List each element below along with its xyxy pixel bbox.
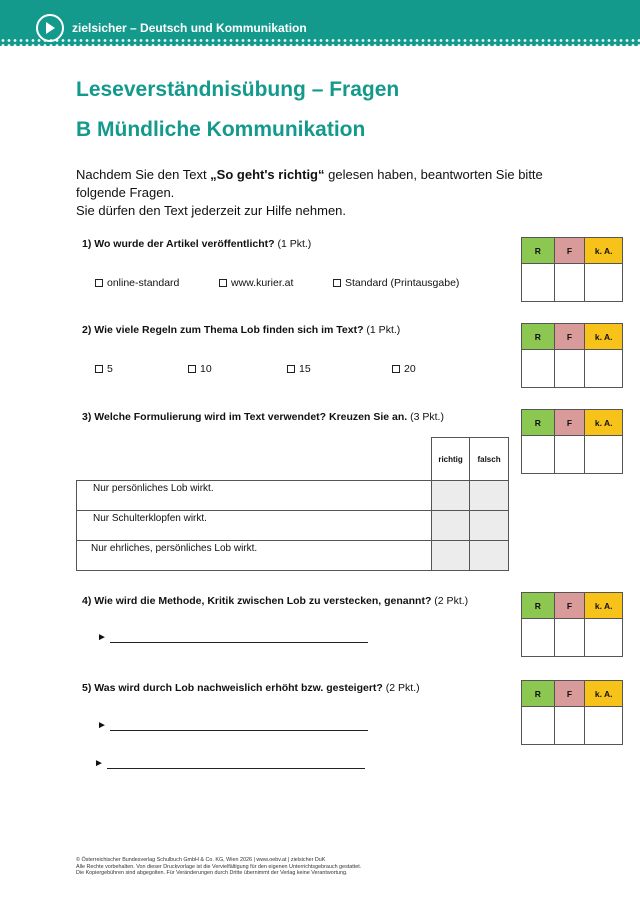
checkbox-icon[interactable] bbox=[95, 365, 103, 373]
answer-line-q4[interactable] bbox=[97, 632, 368, 643]
q1-option-1[interactable]: online-standard bbox=[95, 277, 179, 289]
table-row: Nur persönliches Lob wirkt. bbox=[77, 481, 509, 511]
header-dots bbox=[0, 38, 640, 48]
checkbox-icon[interactable] bbox=[219, 279, 227, 287]
true-false-table bbox=[76, 437, 509, 571]
footer-copyright: © Österreichischer Bundesverlag Schulbuch GmbH & Co. KG, Wien 2026 | www.oebv.at | zielsicher DuK Alle Rechte vorbehalten. Von dieser Druckvorlage ist die Vervielfältigung für den eigenen Unterrichtsgebrauch gestattet. Die Kopiergebühren sind abgegolten. Für Veränderungen durch Dritte übernimmt der Verlag keine Verantwortung. bbox=[76, 857, 362, 877]
arrow-bullet-icon: ► bbox=[97, 720, 107, 731]
answer-line-q5-1[interactable] bbox=[97, 720, 368, 731]
richtig-cell[interactable] bbox=[432, 511, 470, 541]
play-logo-icon bbox=[36, 14, 64, 42]
brand-name: zielsicher – Deutsch und Kommunikation bbox=[72, 21, 307, 35]
checkbox-icon[interactable] bbox=[333, 279, 341, 287]
grading-table-q1: R F k. A. bbox=[521, 237, 623, 302]
q2-option-1[interactable]: 5 bbox=[95, 363, 113, 375]
column-falsch: falsch bbox=[470, 438, 509, 481]
arrow-bullet-icon: ► bbox=[97, 632, 107, 643]
column-richtig: richtig bbox=[432, 438, 470, 481]
q2-option-4[interactable]: 20 bbox=[392, 363, 416, 375]
richtig-cell[interactable] bbox=[432, 541, 470, 571]
falsch-cell[interactable] bbox=[470, 511, 509, 541]
question-3: 3) Welche Formulierung wird im Text verwendet? Kreuzen Sie an. (3 Pkt.) bbox=[82, 411, 444, 423]
question-2: 2) Wie viele Regeln zum Thema Lob finden sich im Text? (1 Pkt.) bbox=[82, 324, 401, 336]
richtig-cell[interactable] bbox=[432, 481, 470, 511]
question-1: 1) Wo wurde der Artikel veröffentlicht? (1 Pkt.) bbox=[82, 238, 312, 250]
grading-table-q4: R F k. A. bbox=[521, 592, 623, 657]
intro-text: Nachdem Sie den Text „So geht's richtig“ gelesen haben, beantworten Sie bitte folgende Fragen. Sie dürfen den Text jederzeit zur Hilfe nehmen. bbox=[76, 167, 543, 218]
grading-table-q3: R F k. A. bbox=[521, 409, 623, 474]
text-title: „So geht's richtig“ bbox=[210, 167, 325, 182]
checkbox-icon[interactable] bbox=[188, 365, 196, 373]
page-title: Leseverständnisübung – Fragen bbox=[76, 78, 400, 101]
q1-option-3[interactable]: Standard (Printausgabe) bbox=[333, 277, 459, 289]
checkbox-icon[interactable] bbox=[392, 365, 400, 373]
q2-option-2[interactable]: 10 bbox=[188, 363, 212, 375]
page-subtitle: B Mündliche Kommunikation bbox=[76, 118, 366, 141]
checkbox-icon[interactable] bbox=[287, 365, 295, 373]
q2-option-3[interactable]: 15 bbox=[287, 363, 311, 375]
falsch-cell[interactable] bbox=[470, 541, 509, 571]
grading-table-q5: R F k. A. bbox=[521, 680, 623, 745]
table-row: Nur ehrliches, persönliches Lob wirkt. bbox=[77, 541, 509, 571]
question-5: 5) Was wird durch Lob nachweislich erhöht bzw. gesteigert? (2 Pkt.) bbox=[82, 682, 420, 694]
arrow-bullet-icon: ► bbox=[94, 758, 104, 769]
falsch-cell[interactable] bbox=[470, 481, 509, 511]
q1-option-2[interactable]: www.kurier.at bbox=[219, 277, 293, 289]
answer-line-q5-2[interactable] bbox=[94, 758, 365, 769]
grading-table-q2: R F k. A. bbox=[521, 323, 623, 388]
checkbox-icon[interactable] bbox=[95, 279, 103, 287]
table-row: Nur Schulterklopfen wirkt. bbox=[77, 511, 509, 541]
question-4: 4) Wie wird die Methode, Kritik zwischen Lob zu verstecken, genannt? (2 Pkt.) bbox=[82, 595, 469, 607]
